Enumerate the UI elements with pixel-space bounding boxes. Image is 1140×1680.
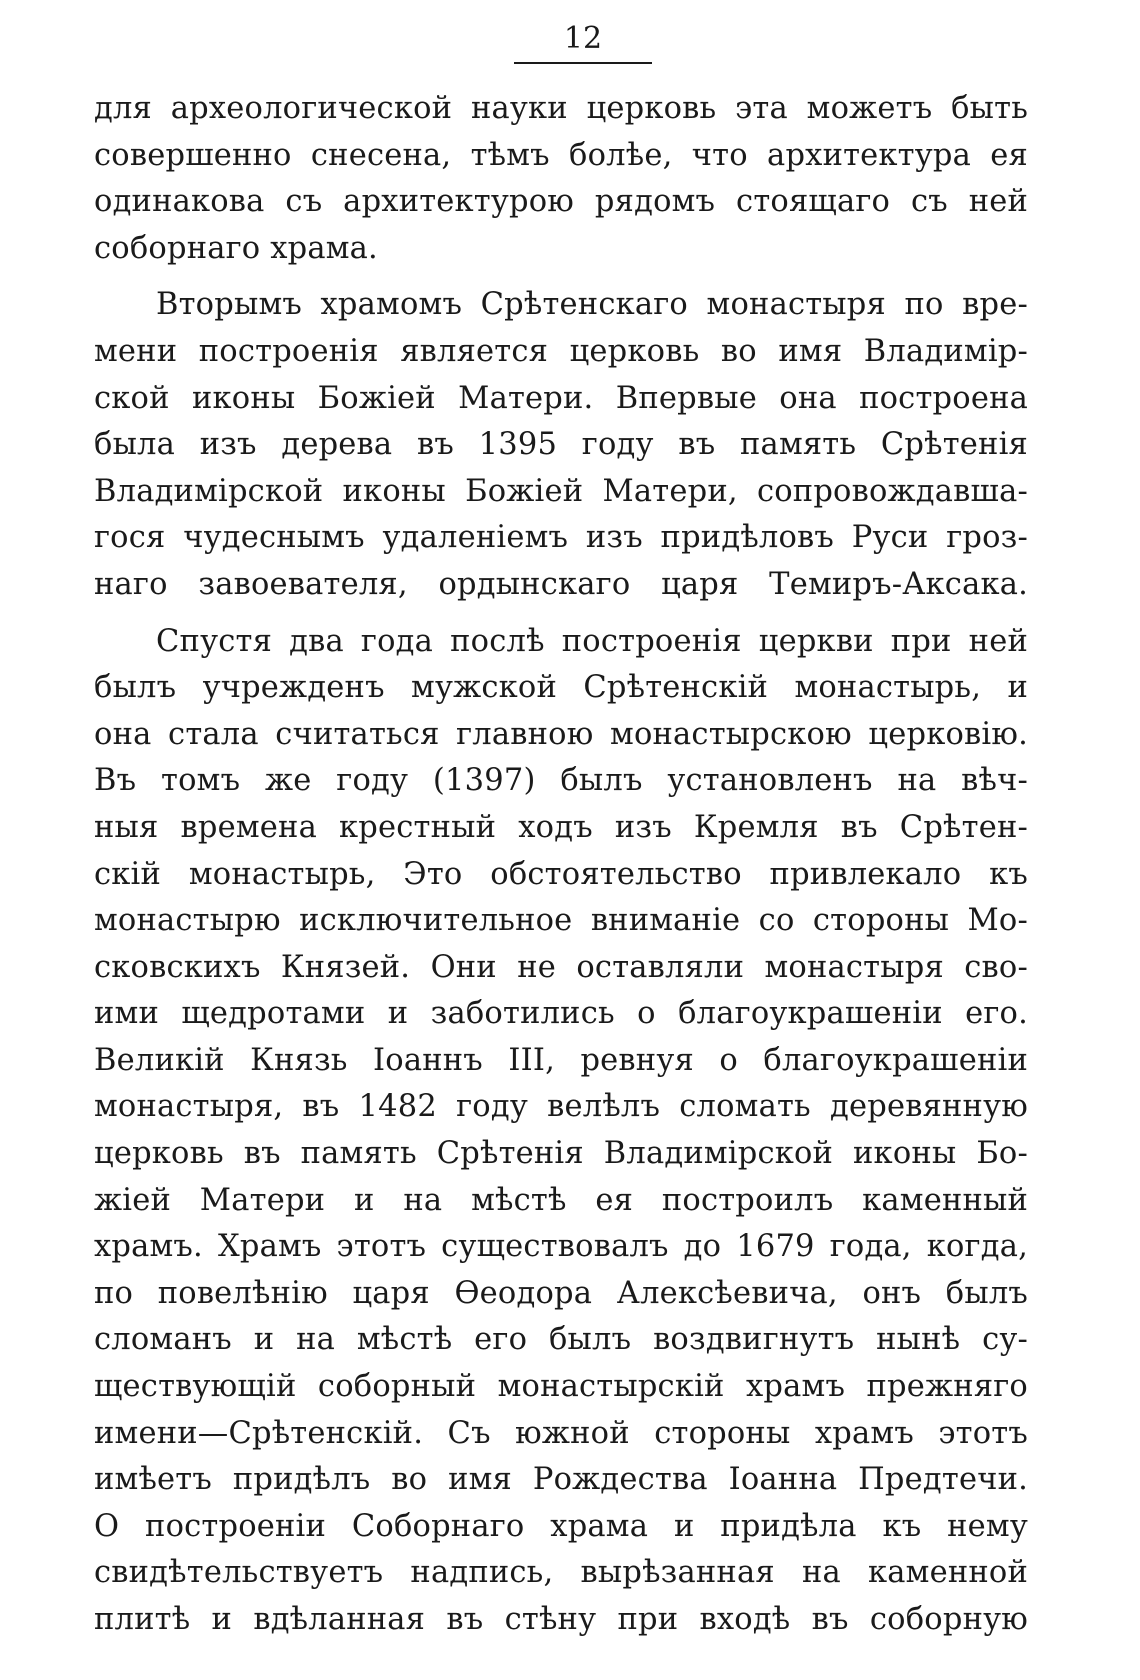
- text-line: жіей Матери и на мѣстѣ ея построилъ каменный: [94, 1182, 1028, 1218]
- text-line: О построеніи Соборнаго храма и придѣла къ нему: [94, 1508, 1028, 1544]
- paragraph-2: [94, 282, 1028, 608]
- text-line: ныя времена крестный ходъ изъ Кремля въ Срѣтен-: [94, 809, 1028, 845]
- text-line: для археологической науки церковь эта можетъ быть: [94, 91, 1028, 126]
- text-line: совершенно снесена, тѣмъ болѣе, что архитектура ея: [94, 137, 1028, 173]
- text-line: сломанъ и на мѣстѣ его былъ воздвигнутъ нынѣ су-: [94, 1322, 1028, 1358]
- text-line: ими щедротами и заботились о благоукрашеніи его.: [94, 996, 1028, 1032]
- text-line: имени—Срѣтенскій. Съ южной стороны храмъ этотъ: [94, 1415, 1028, 1451]
- text-line: плитѣ и вдѣланная въ стѣну при входѣ въ соборную: [94, 1602, 1028, 1637]
- text-line: Владимірской иконы Божіей Матери, сопровождавша-: [94, 473, 1028, 509]
- text-line: скій монастырь, Это обстоятельство привлекало къ: [94, 856, 1028, 892]
- text-line: монастырю исключительное вниманіе со стороны Мо-: [94, 903, 1028, 939]
- text-line: соборнаго храма.: [94, 230, 378, 266]
- text-line: храмъ. Храмъ этотъ существовалъ до 1679 года, когда,: [94, 1229, 1028, 1265]
- text-line: имѣетъ придѣлъ во имя Рождества Іоанна Предтечи.: [94, 1462, 1028, 1498]
- page-header: [94, 18, 1028, 78]
- text-line: наго завоевателя, ордынскаго царя Темиръ-Аксака.: [94, 566, 1028, 602]
- body-text: [94, 86, 1028, 1644]
- text-line: Въ томъ же году (1397) былъ установленъ на вѣч-: [94, 763, 1028, 799]
- document-page: [94, 18, 1028, 1637]
- text-line: ской иконы Божіей Матери. Впервые она построена: [94, 380, 1028, 416]
- paragraph-3: [94, 619, 1028, 1644]
- text-line: была изъ дерева въ 1395 году въ память Срѣтенія: [94, 427, 1028, 463]
- text-line: она стала считаться главною монастырскою церковію.: [94, 716, 1028, 752]
- text-line: гося чудеснымъ удаленіемъ изъ придѣловъ Руси гроз-: [94, 520, 1028, 556]
- text-line: Вторымъ храмомъ Срѣтенскаго монастыря по вре-: [156, 287, 1028, 323]
- text-line: мени построенія является церковь во имя Владимір-: [94, 333, 1028, 369]
- text-line: одинакова съ архитектурою рядомъ стоящаго съ ней: [94, 184, 1028, 220]
- text-line: церковь въ память Срѣтенія Владимірской иконы Бо-: [94, 1136, 1028, 1172]
- text-line: ществующій соборный монастырскій храмъ прежняго: [94, 1369, 1028, 1405]
- text-line: монастыря, въ 1482 году велѣлъ сломать деревянную: [94, 1089, 1028, 1125]
- text-line: Великій Князь Іоаннъ III, ревнуя о благоукрашеніи: [94, 1042, 1028, 1078]
- paragraph-1: [94, 86, 1028, 272]
- text-line: сковскихъ Князей. Они не оставляли монастыря сво-: [94, 949, 1028, 985]
- page-number: 12: [514, 18, 652, 64]
- text-line: былъ учрежденъ мужской Срѣтенскій монастырь, и: [94, 670, 1028, 706]
- text-line: свидѣтельствуетъ надпись, вырѣзанная на каменной: [94, 1555, 1028, 1591]
- text-line: Спустя два года послѣ построенія церкви при ней: [156, 623, 1028, 659]
- text-line: по повелѣнію царя Ѳеодора Алексѣевича, онъ былъ: [94, 1275, 1028, 1311]
